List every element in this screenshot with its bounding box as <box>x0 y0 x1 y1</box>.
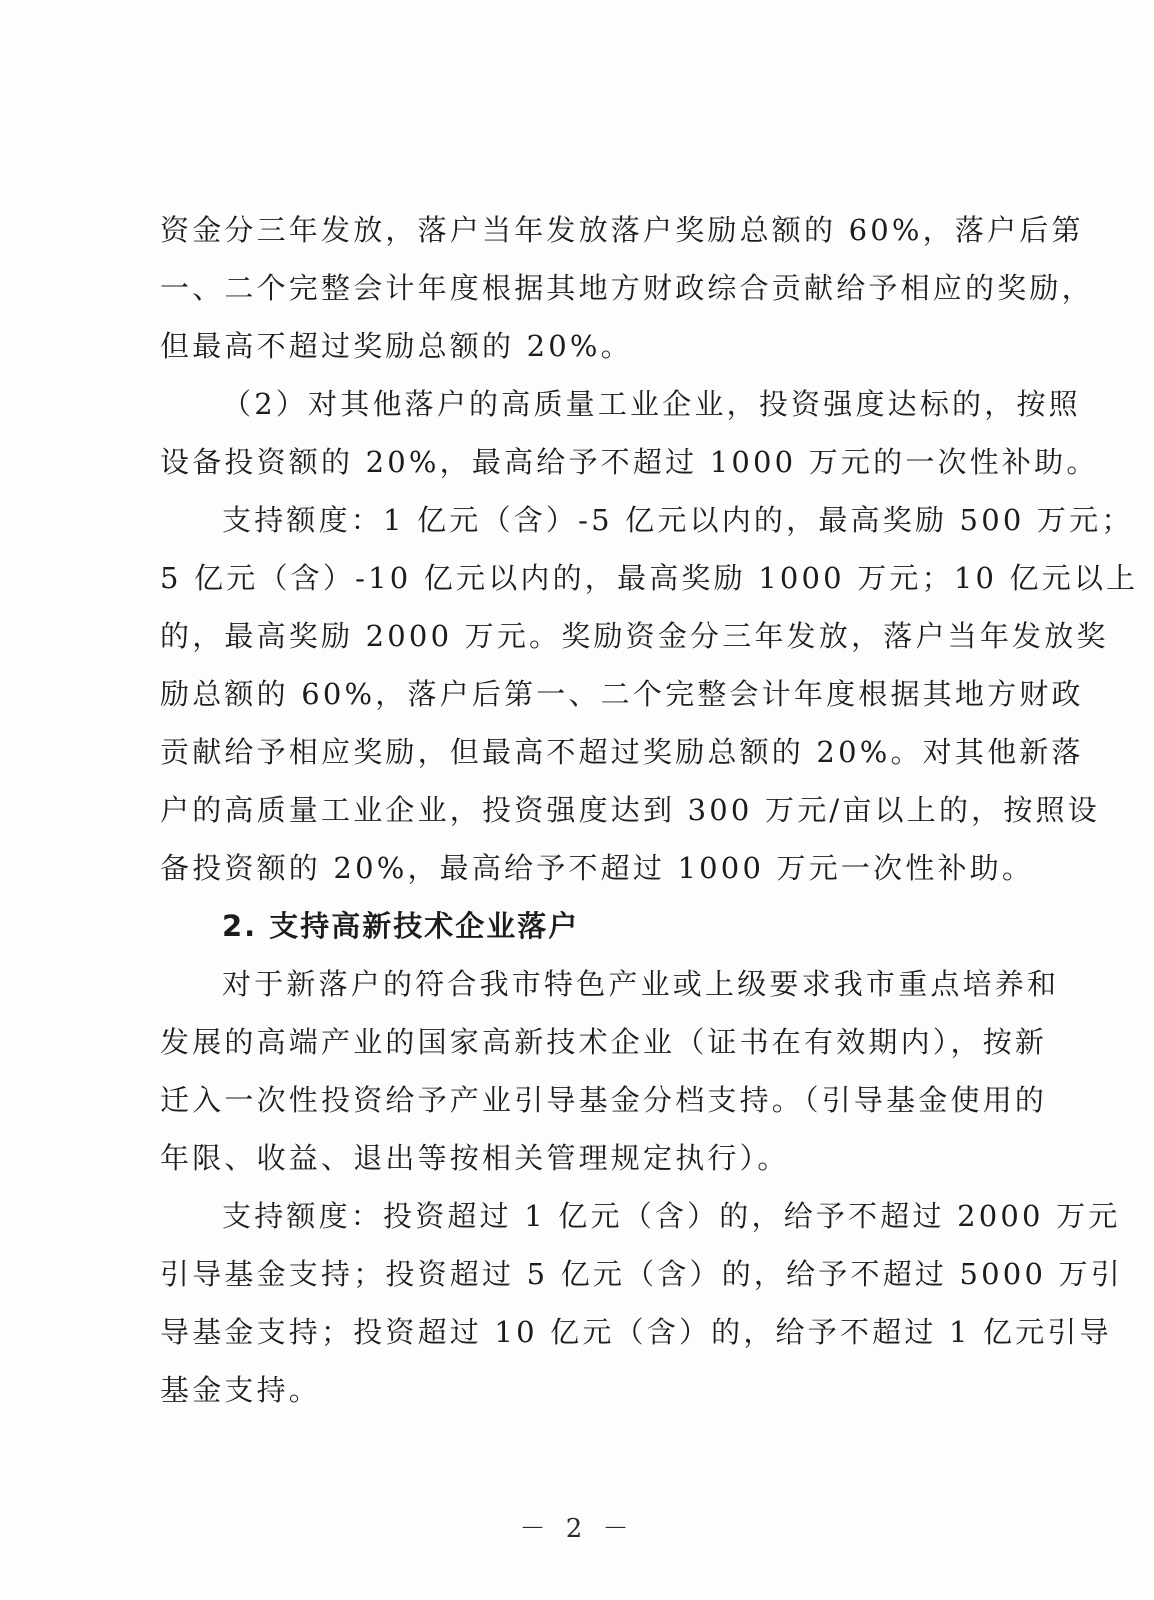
paragraph-line: 迁入一次性投资给予产业引导基金分档支持。（引导基金使用的 <box>160 1083 1048 1117</box>
paragraph-line: 资金分三年发放，落户当年发放落户奖励总额的 60%，落户后第 <box>160 213 1084 247</box>
section-heading: 2. 支持高新技术企业落户 <box>222 909 580 943</box>
paragraph-line: 一、二个完整会计年度根据其地方财政综合贡献给予相应的奖励， <box>160 271 1094 305</box>
paragraph-line: 贡献给予相应奖励，但最高不超过奖励总额的 20%。对其他新落 <box>160 735 1084 769</box>
paragraph-line: 支持额度：1 亿元（含）-5 亿元以内的，最高奖励 500 万元； <box>222 503 1134 537</box>
paragraph-line: 年限、收益、退出等按相关管理规定执行）。 <box>160 1141 790 1175</box>
paragraph-line: 备投资额的 20%，最高给予不超过 1000 万元一次性补助。 <box>160 851 1035 885</box>
paragraph-line: 户的高质量工业企业，投资强度达到 300 万元/亩以上的，按照设 <box>160 793 1100 827</box>
paragraph-line: 5 亿元（含）-10 亿元以内的，最高奖励 1000 万元；10 亿元以上 <box>160 561 1139 595</box>
paragraph-line: （2）对其他落户的高质量工业企业，投资强度达标的，按照 <box>222 387 1081 421</box>
paragraph-line: 对于新落户的符合我市特色产业或上级要求我市重点培养和 <box>222 967 1060 1001</box>
paragraph-line: 但最高不超过奖励总额的 20%。 <box>160 329 633 363</box>
paragraph-line: 发展的高端产业的国家高新技术企业（证书在有效期内），按新 <box>160 1025 1048 1059</box>
paragraph-line: 基金支持。 <box>160 1373 322 1407</box>
paragraph-line: 支持额度：投资超过 1 亿元（含）的，给予不超过 2000 万元 <box>222 1199 1121 1233</box>
paragraph-line: 设备投资额的 20%，最高给予不超过 1000 万元的一次性补助。 <box>160 445 1099 479</box>
paragraph-line: 导基金支持；投资超过 10 亿元（含）的，给予不超过 1 亿元引导 <box>160 1315 1112 1349</box>
paragraph-line: 引导基金支持；投资超过 5 亿元（含）的，给予不超过 5000 万引 <box>160 1257 1123 1291</box>
paragraph-line: 的，最高奖励 2000 万元。奖励资金分三年发放，落户当年发放奖 <box>160 619 1109 653</box>
paragraph-line: 励总额的 60%，落户后第一、二个完整会计年度根据其地方财政 <box>160 677 1084 711</box>
page-number: － 2 － <box>519 1514 635 1544</box>
